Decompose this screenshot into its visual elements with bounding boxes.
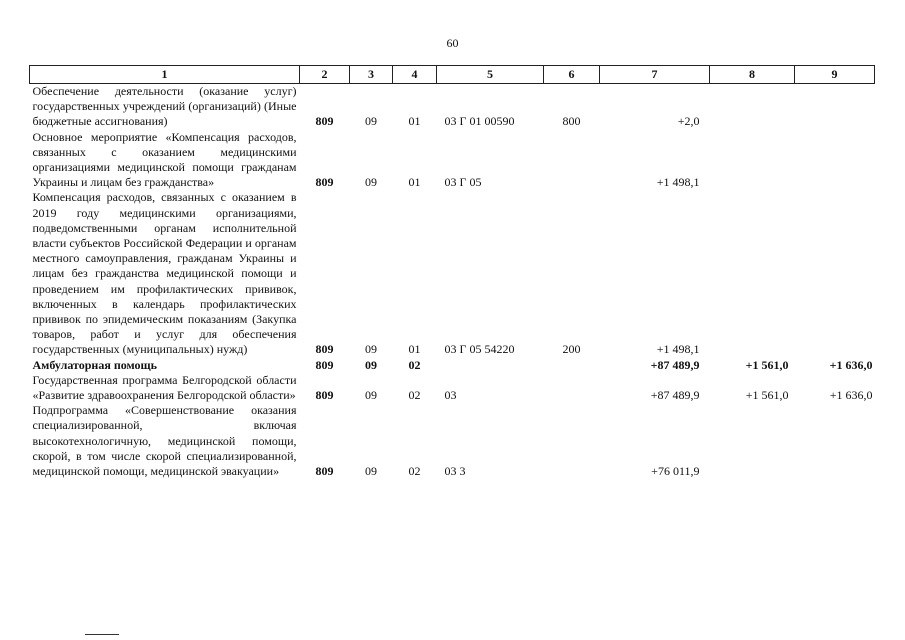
row-c2: 809 [315,114,334,129]
row-c7: +1 498,1 [656,342,700,357]
row-c7: +87 489,9 [650,357,700,372]
row-c3: 09 [365,464,377,479]
page-number: 60 [446,36,459,50]
row-c7: +1 498,1 [656,175,700,190]
row-c6 [544,373,600,403]
table-row [30,130,875,191]
row-c5 [437,358,544,373]
row-c2: 809 [315,388,334,403]
header-col-9: 9 [795,66,875,84]
header-col-6: 6 [544,66,600,84]
row-c7: +2,0 [677,114,700,129]
table-row [30,403,875,479]
row-c5: 03 Г 05 [444,175,482,190]
row-c3: 09 [365,114,377,129]
row-c8: +1 561,0 [745,388,789,403]
row-c6: 800 [562,114,581,129]
row-c9 [795,84,875,130]
header-col-5: 5 [437,66,544,84]
row-c3: 09 [365,342,377,357]
row-c8 [710,130,795,191]
table-row [30,358,875,373]
row-c6 [544,358,600,373]
row-c5: 03 Г 01 00590 [444,114,515,129]
header-col-2: 2 [300,66,350,84]
row-c5: 03 [444,388,457,403]
row-name: Компенсация расходов, связанных с оказанием в 2019 году медицинскими организациями, подведомственными органам исполнительной власти субъектов Российской Федерации и органам местного самоуправления, гражданам Украины и лицам без гражданства медицинской помощи и проведением им профилактических прививок, включенных в календарь профилактических прививок по эпидемическим показаниям (Закупка товаров, работ и услуг для обеспечения государственных (муниципальных) нужд) [32,190,297,357]
row-c2: 809 [315,175,334,190]
row-c2: 809 [315,342,334,357]
row-c9: +1 636,0 [829,388,873,403]
row-c9 [795,403,875,479]
header-col-3: 3 [350,66,393,84]
row-c8: +1 561,0 [745,357,789,372]
table-row [30,373,875,403]
row-c9 [795,190,875,357]
row-name: Основное мероприятие «Компенсация расходов, связанных с оказанием медицинскими организациями медицинской помощи гражданам Украины и лицам без гражданства» [32,129,297,190]
table-row [30,190,875,357]
header-col-4: 4 [393,66,437,84]
row-c3: 09 [365,357,377,372]
row-c2: 809 [315,357,334,372]
table-row [30,84,875,130]
row-c5: 03 Г 05 54220 [444,342,515,357]
row-c4: 02 [408,357,421,372]
header-col-1: 1 [30,66,300,84]
row-name: Амбулаторная помощь [32,357,157,372]
row-name: Подпрограмма «Совершенствование оказания специализированной, включая высокотехнологичную, медицинской помощи, скорой, в том числе скорой специализированной, медицинской помощи, медицинской эвакуации» [32,403,297,479]
row-c3: 09 [365,175,377,190]
row-c2: 809 [315,464,334,479]
row-c4: 01 [408,175,421,190]
header-col-7: 7 [600,66,710,84]
row-name: Обеспечение деятельности (оказание услуг) государственных учреждений (организаций) (Иные бюджетные ассигнования) [32,84,297,129]
row-c9 [795,130,875,191]
row-c7: +76 011,9 [651,464,700,479]
row-c6 [544,403,600,479]
row-c7: +87 489,9 [650,388,700,403]
row-c4: 02 [408,464,421,479]
row-c8 [710,190,795,357]
row-c6: 200 [562,342,581,357]
budget-table [29,65,875,479]
row-c3: 09 [365,388,377,403]
row-c6 [544,130,600,191]
row-name: Государственная программа Белгородской области «Развитие здравоохранения Белгородской области» [32,372,297,403]
footnote-divider [85,634,119,635]
row-c4: 01 [408,342,421,357]
row-c4: 02 [408,388,421,403]
row-c8 [710,403,795,479]
row-c4: 01 [408,114,421,129]
row-c8 [710,84,795,130]
row-c9: +1 636,0 [829,357,873,372]
header-col-8: 8 [710,66,795,84]
header-row [30,66,875,84]
row-c5: 03 3 [444,464,466,479]
